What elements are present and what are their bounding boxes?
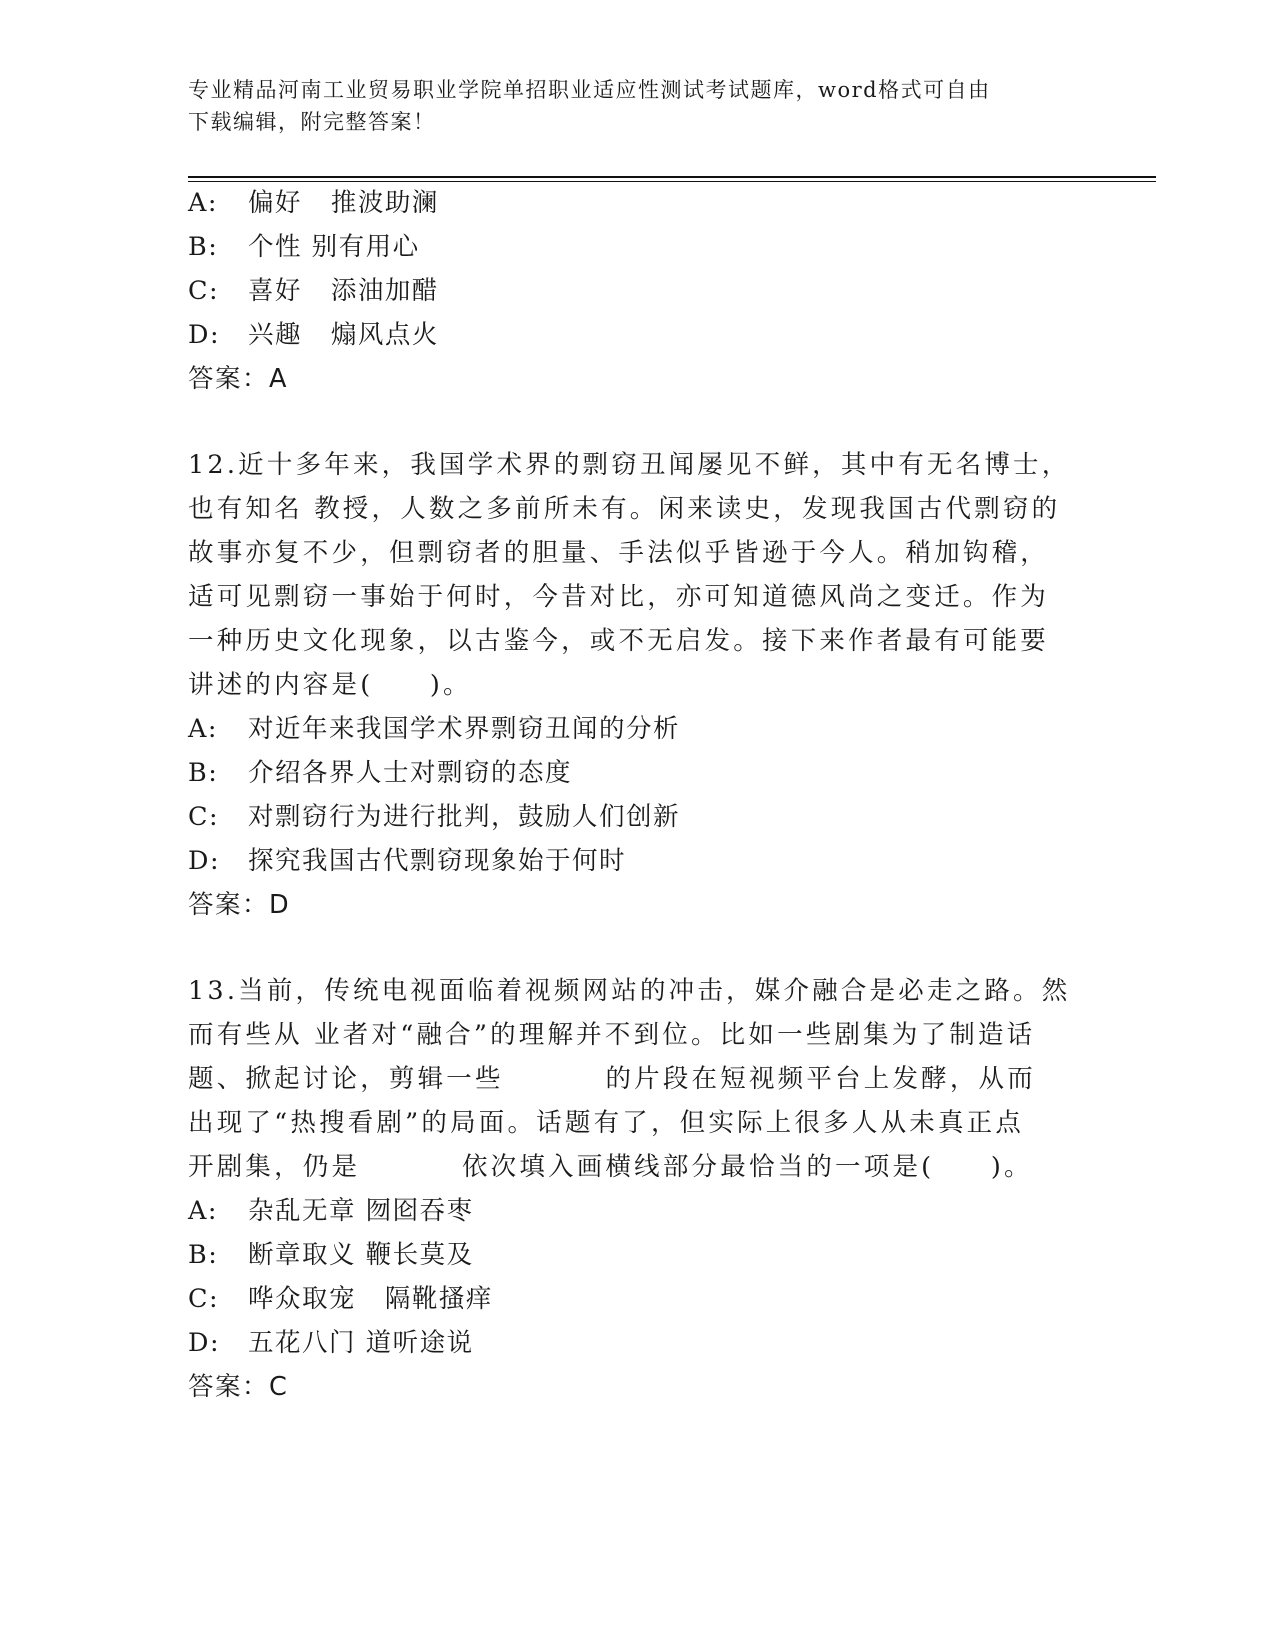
q13-option-c: C: 哗众取宠 隔靴搔痒 xyxy=(188,1284,493,1314)
q13-option-a: A: 杂乱无章 囫囵吞枣 xyxy=(188,1196,474,1226)
q12-stem-line-2: 也有知名 教授，人数之多前所未有。闲来读史，发现我国古代剽窃的 xyxy=(188,494,1061,524)
document-header xyxy=(188,74,1068,138)
header-divider-thin xyxy=(188,181,1156,182)
q12-option-d: D: 探究我国古代剽窃现象始于何时 xyxy=(188,846,627,876)
header-line-2: 下载编辑，附完整答案！ xyxy=(188,110,436,134)
q13-answer: 答案：C xyxy=(188,1372,289,1402)
q13-stem-line-4: 出现了“热搜看剧”的局面。话题有了，但实际上很多人从未真正点 xyxy=(188,1108,1025,1138)
q12-option-a: A: 对近年来我国学术界剽窃丑闻的分析 xyxy=(188,714,681,744)
q12-stem-line-4: 适可见剽窃一事始于何时，今昔对比，亦可知道德风尚之变迁。作为 xyxy=(188,582,1050,612)
q12-option-c: C: 对剽窃行为进行批判，鼓励人们创新 xyxy=(188,802,681,832)
q12-stem-line-3: 故事亦复不少，但剽窃者的胆量、手法似乎皆逊于今人。稍加钩稽， xyxy=(188,538,1050,568)
q12-stem-line-6: 讲述的内容是( )。 xyxy=(188,670,472,700)
q13-option-d: D: 五花八门 道听途说 xyxy=(188,1328,474,1358)
q11-option-b: B: 个性 别有用心 xyxy=(188,232,420,262)
q13-option-b: B: 断章取义 鞭长莫及 xyxy=(188,1240,474,1270)
header-divider-thick xyxy=(188,176,1156,178)
q12-stem-line-5: 一种历史文化现象，以古鉴今，或不无启发。接下来作者最有可能要 xyxy=(188,626,1050,656)
q12-stem-line-1: 12.近十多年来，我国学术界的剽窃丑闻屡见不鲜，其中有无名博士， xyxy=(188,450,1071,480)
q13-stem-line-2: 而有些从 业者对“融合”的理解并不到位。比如一些剧集为了制造话 xyxy=(188,1020,1036,1050)
q13-stem-line-5: 开剧集，仍是 依次填入画横线部分最恰当的一项是( )。 xyxy=(188,1152,1033,1182)
q11-option-a: A: 偏好 推波助澜 xyxy=(188,188,439,218)
q12-answer: 答案：D xyxy=(188,890,291,920)
q11-option-c: C: 喜好 添油加醋 xyxy=(188,276,439,306)
q11-option-d: D: 兴趣 煽风点火 xyxy=(188,320,439,350)
q11-answer: 答案：A xyxy=(188,364,288,394)
q13-stem-line-3: 题、掀起讨论，剪辑一些 的片段在短视频平台上发酵，从而 xyxy=(188,1064,1036,1094)
header-line-1: 专业精品河南工业贸易职业学院单招职业适应性测试考试题库，word格式可自由 xyxy=(188,78,991,102)
q13-stem-line-1: 13.当前，传统电视面临着视频网站的冲击，媒介融合是必走之路。然 xyxy=(188,976,1071,1006)
q12-option-b: B: 介绍各界人士对剽窃的态度 xyxy=(188,758,573,788)
